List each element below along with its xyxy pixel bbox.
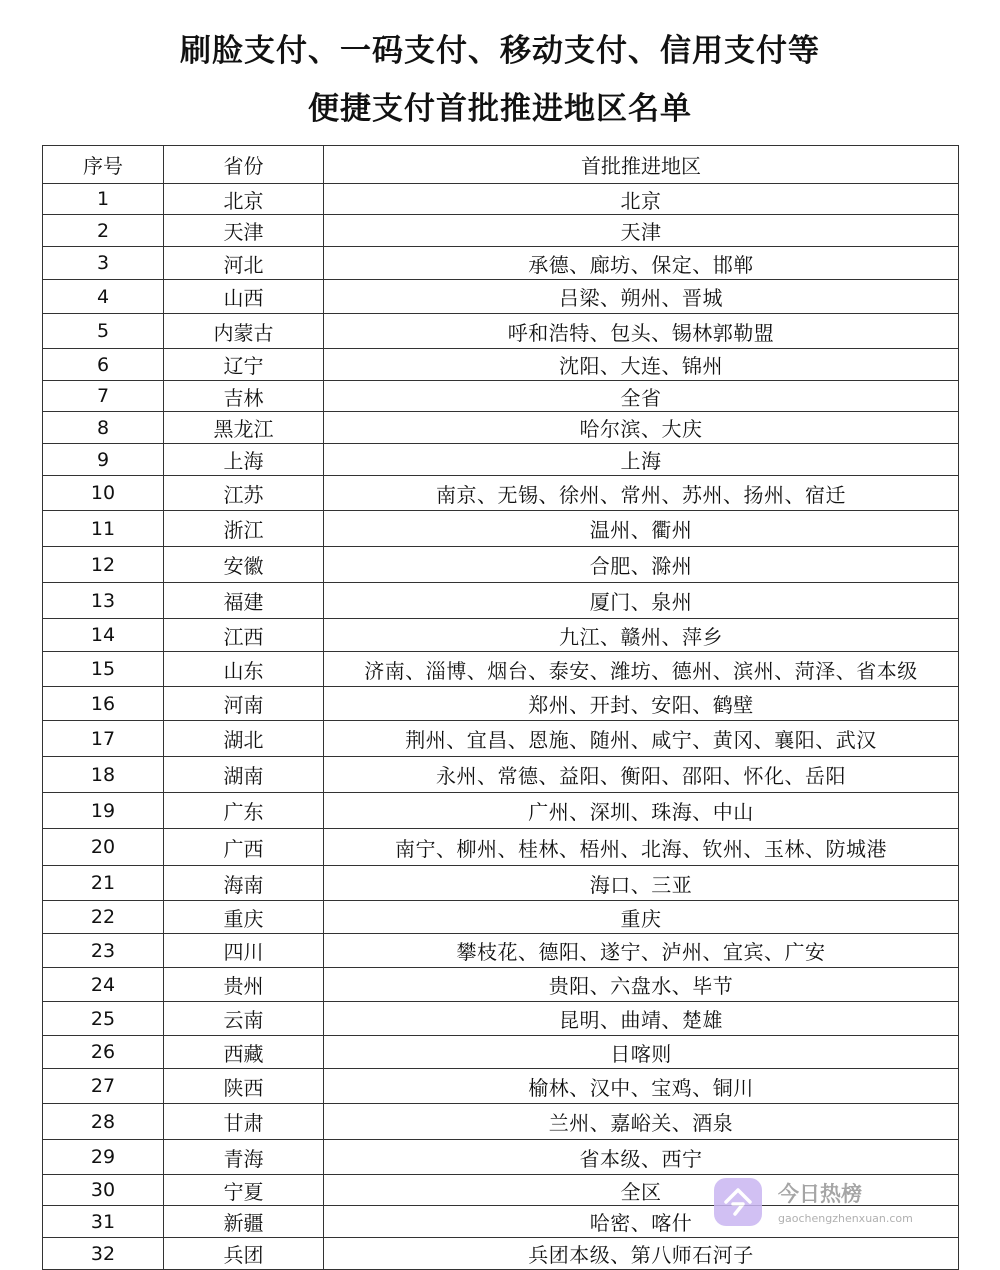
cell-areas: 呼和浩特、包头、锡林郭勒盟 — [324, 314, 959, 349]
cell-areas: 九江、赣州、萍乡 — [324, 619, 959, 652]
table-header-row — [43, 146, 959, 184]
cell-province: 吉林 — [164, 381, 324, 412]
table-row — [43, 829, 959, 866]
cell-province: 新疆 — [164, 1206, 324, 1238]
header-province: 省份 — [164, 146, 324, 184]
table-row — [43, 444, 959, 476]
cell-province: 陕西 — [164, 1069, 324, 1104]
table-row — [43, 1002, 959, 1036]
cell-province: 河南 — [164, 687, 324, 721]
region-table — [42, 145, 959, 1270]
cell-no: 16 — [43, 687, 164, 721]
document-title — [0, 22, 1000, 138]
cell-areas: 贵阳、六盘水、毕节 — [324, 968, 959, 1002]
table-row — [43, 968, 959, 1002]
table-row — [43, 1175, 959, 1206]
cell-areas: 兵团本级、第八师石河子 — [324, 1238, 959, 1270]
cell-no: 15 — [43, 652, 164, 687]
table-row — [43, 215, 959, 247]
title-line-1: 刷脸支付、一码支付、移动支付、信用支付等 — [180, 33, 820, 69]
cell-province: 江西 — [164, 619, 324, 652]
cell-no: 28 — [43, 1104, 164, 1140]
cell-areas: 昆明、曲靖、楚雄 — [324, 1002, 959, 1036]
cell-areas: 北京 — [324, 184, 959, 215]
cell-areas: 永州、常德、益阳、衡阳、邵阳、怀化、岳阳 — [324, 757, 959, 793]
cell-province: 上海 — [164, 444, 324, 476]
cell-province: 重庆 — [164, 901, 324, 934]
cell-province: 内蒙古 — [164, 314, 324, 349]
cell-areas: 全区 — [324, 1175, 959, 1206]
cell-province: 广西 — [164, 829, 324, 866]
table-row — [43, 583, 959, 619]
table-row — [43, 1036, 959, 1069]
watermark-url: gaochengzhenxuan.com — [778, 1212, 913, 1225]
table-row — [43, 476, 959, 511]
cell-no: 23 — [43, 934, 164, 968]
cell-areas: 温州、衢州 — [324, 511, 959, 547]
cell-no: 32 — [43, 1238, 164, 1270]
cell-no: 13 — [43, 583, 164, 619]
cell-no: 27 — [43, 1069, 164, 1104]
cell-no: 17 — [43, 721, 164, 757]
cell-no: 6 — [43, 349, 164, 381]
cell-no: 24 — [43, 968, 164, 1002]
cell-province: 湖南 — [164, 757, 324, 793]
cell-no: 31 — [43, 1206, 164, 1238]
cell-province: 青海 — [164, 1140, 324, 1175]
cell-no: 10 — [43, 476, 164, 511]
cell-no: 11 — [43, 511, 164, 547]
cell-no: 8 — [43, 412, 164, 444]
cell-province: 江苏 — [164, 476, 324, 511]
cell-province: 四川 — [164, 934, 324, 968]
cell-areas: 济南、淄博、烟台、泰安、潍坊、德州、滨州、菏泽、省本级 — [324, 652, 959, 687]
table-row — [43, 547, 959, 583]
table-row — [43, 1206, 959, 1238]
table-body — [43, 184, 959, 1270]
cell-province: 广东 — [164, 793, 324, 829]
cell-no: 7 — [43, 381, 164, 412]
table-row — [43, 1140, 959, 1175]
cell-areas: 南京、无锡、徐州、常州、苏州、扬州、宿迁 — [324, 476, 959, 511]
cell-no: 21 — [43, 866, 164, 901]
cell-province: 天津 — [164, 215, 324, 247]
table-row — [43, 1069, 959, 1104]
table-row — [43, 314, 959, 349]
table-row — [43, 721, 959, 757]
table-row — [43, 934, 959, 968]
cell-no: 18 — [43, 757, 164, 793]
cell-areas: 广州、深圳、珠海、中山 — [324, 793, 959, 829]
cell-no: 26 — [43, 1036, 164, 1069]
cell-areas: 承德、廊坊、保定、邯郸 — [324, 247, 959, 280]
cell-areas: 南宁、柳州、桂林、梧州、北海、钦州、玉林、防城港 — [324, 829, 959, 866]
cell-areas: 攀枝花、德阳、遂宁、泸州、宜宾、广安 — [324, 934, 959, 968]
cell-areas: 重庆 — [324, 901, 959, 934]
table-row — [43, 349, 959, 381]
table-row — [43, 247, 959, 280]
cell-areas: 哈尔滨、大庆 — [324, 412, 959, 444]
cell-province: 湖北 — [164, 721, 324, 757]
cell-province: 福建 — [164, 583, 324, 619]
cell-areas: 全省 — [324, 381, 959, 412]
table-row — [43, 757, 959, 793]
table-row — [43, 1104, 959, 1140]
cell-province: 海南 — [164, 866, 324, 901]
cell-province: 安徽 — [164, 547, 324, 583]
cell-province: 兵团 — [164, 1238, 324, 1270]
cell-no: 19 — [43, 793, 164, 829]
cell-no: 14 — [43, 619, 164, 652]
table-row — [43, 1238, 959, 1270]
cell-areas: 兰州、嘉峪关、酒泉 — [324, 1104, 959, 1140]
cell-province: 甘肃 — [164, 1104, 324, 1140]
cell-areas: 日喀则 — [324, 1036, 959, 1069]
cell-areas: 吕梁、朔州、晋城 — [324, 280, 959, 314]
table-row — [43, 866, 959, 901]
table-row — [43, 511, 959, 547]
cell-no: 29 — [43, 1140, 164, 1175]
cell-province: 贵州 — [164, 968, 324, 1002]
cell-province: 辽宁 — [164, 349, 324, 381]
cell-no: 20 — [43, 829, 164, 866]
cell-no: 5 — [43, 314, 164, 349]
table-row — [43, 381, 959, 412]
table-row — [43, 280, 959, 314]
cell-areas: 天津 — [324, 215, 959, 247]
cell-areas: 合肥、滁州 — [324, 547, 959, 583]
cell-no: 30 — [43, 1175, 164, 1206]
cell-areas: 海口、三亚 — [324, 866, 959, 901]
header-areas: 首批推进地区 — [324, 146, 959, 184]
cell-province: 北京 — [164, 184, 324, 215]
cell-areas: 哈密、喀什 — [324, 1206, 959, 1238]
cell-areas: 上海 — [324, 444, 959, 476]
cell-province: 云南 — [164, 1002, 324, 1036]
table-row — [43, 687, 959, 721]
table-row — [43, 652, 959, 687]
table-row — [43, 184, 959, 215]
table-row — [43, 619, 959, 652]
cell-province: 黑龙江 — [164, 412, 324, 444]
cell-no: 2 — [43, 215, 164, 247]
cell-areas: 省本级、西宁 — [324, 1140, 959, 1175]
header-no: 序号 — [43, 146, 164, 184]
cell-province: 西藏 — [164, 1036, 324, 1069]
table-row — [43, 793, 959, 829]
cell-province: 山东 — [164, 652, 324, 687]
cell-no: 12 — [43, 547, 164, 583]
cell-areas: 荆州、宜昌、恩施、随州、咸宁、黄冈、襄阳、武汉 — [324, 721, 959, 757]
cell-no: 1 — [43, 184, 164, 215]
cell-areas: 厦门、泉州 — [324, 583, 959, 619]
title-line-2: 便捷支付首批推进地区名单 — [308, 91, 692, 127]
cell-no: 4 — [43, 280, 164, 314]
table-row — [43, 901, 959, 934]
cell-province: 山西 — [164, 280, 324, 314]
cell-province: 河北 — [164, 247, 324, 280]
cell-province: 宁夏 — [164, 1175, 324, 1206]
cell-areas: 沈阳、大连、锦州 — [324, 349, 959, 381]
cell-no: 25 — [43, 1002, 164, 1036]
cell-areas: 榆林、汉中、宝鸡、铜川 — [324, 1069, 959, 1104]
cell-no: 22 — [43, 901, 164, 934]
table-row — [43, 412, 959, 444]
cell-areas: 郑州、开封、安阳、鹤壁 — [324, 687, 959, 721]
cell-no: 9 — [43, 444, 164, 476]
watermark-name: 今日热榜 — [778, 1182, 862, 1206]
cell-province: 浙江 — [164, 511, 324, 547]
cell-no: 3 — [43, 247, 164, 280]
